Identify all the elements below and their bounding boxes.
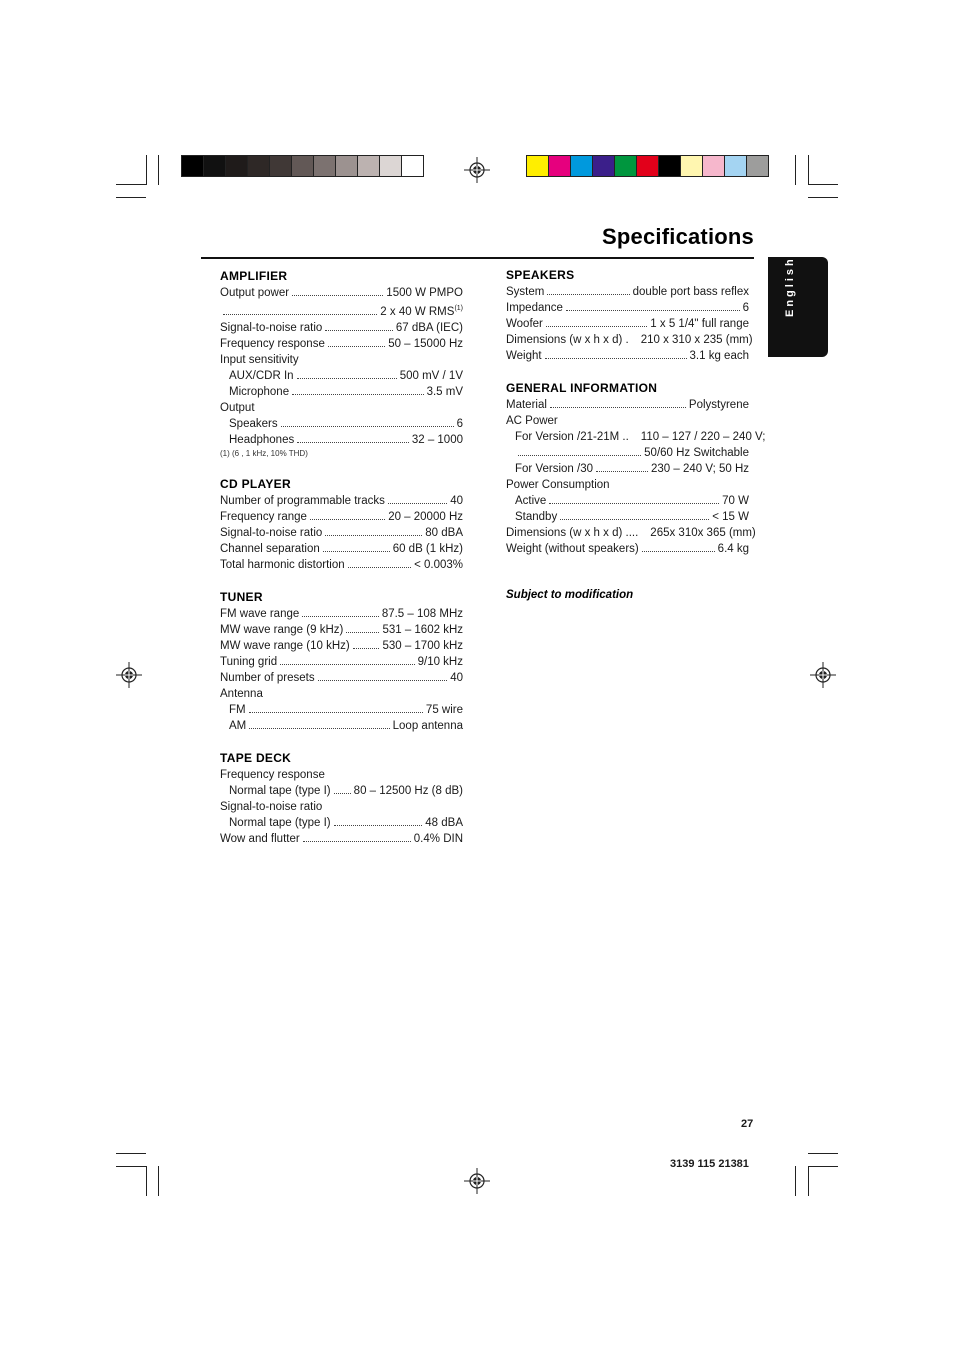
spec-value-text: 40 <box>450 494 463 507</box>
footnote: (1) (6 , 1 kHz, 10% THD) <box>220 448 308 458</box>
spec-row <box>220 831 463 847</box>
spec-value <box>393 718 463 734</box>
spec-value <box>393 541 463 557</box>
spec-value <box>641 429 766 445</box>
spec-value-text: 75 wire <box>425 703 463 716</box>
spec-value <box>650 525 755 541</box>
dot-leader <box>549 503 719 504</box>
spec-value-text: 50/60 Hz Switchable <box>644 447 749 459</box>
spec-value-text: 3.1 kg each <box>689 350 749 362</box>
dot-leader <box>353 648 380 649</box>
spec-value-text: double port bass reflex <box>632 286 749 298</box>
color-swatch <box>725 156 747 176</box>
spec-label: MW wave range (10 kHz) <box>220 639 350 652</box>
spec-value-text: 9/10 kHz <box>417 655 463 668</box>
spec-row <box>506 284 749 300</box>
crop-mark <box>116 184 146 185</box>
dot-leader <box>292 295 383 296</box>
spec-row <box>220 493 463 509</box>
spec-label: Active <box>515 495 547 507</box>
spec-section <box>506 267 753 364</box>
spec-value <box>690 348 749 364</box>
spec-label: Number of programmable tracks <box>220 494 385 507</box>
crop-mark <box>808 197 838 198</box>
color-swatch <box>248 156 270 176</box>
spec-label: Normal tape (type I) <box>229 784 331 797</box>
spec-row <box>220 718 463 734</box>
spec-label: Material <box>506 399 547 411</box>
color-swatch <box>593 156 615 176</box>
spec-label: Output power <box>220 287 290 299</box>
spec-value-text: 1 x 5 1/4" full range <box>650 318 749 330</box>
color-swatch <box>637 156 659 176</box>
color-swatch <box>358 156 380 176</box>
spec-value-text: 1500 W PMPO <box>386 287 463 299</box>
spec-row <box>220 686 463 702</box>
registration-target-icon <box>464 1168 490 1194</box>
spec-row <box>506 332 753 348</box>
dot-leader <box>642 551 715 552</box>
spec-label: Wow and flutter <box>220 832 300 845</box>
page-number: 27 <box>741 1118 754 1130</box>
dot-leader <box>249 712 423 713</box>
spec-row <box>220 767 463 783</box>
color-swatch <box>270 156 292 176</box>
spec-value <box>450 493 463 509</box>
section-heading: TAPE DECK <box>220 750 292 765</box>
spec-row <box>506 509 749 525</box>
spec-row <box>220 815 463 831</box>
spec-row <box>220 606 463 622</box>
spec-label: For Version /30 <box>515 463 593 475</box>
subject-to-modification-note: Subject to modification <box>506 589 634 601</box>
dot-leader <box>281 426 454 427</box>
color-swatch <box>226 156 248 176</box>
dot-leader <box>328 346 385 347</box>
spec-label: System <box>506 286 545 298</box>
crop-mark <box>146 155 147 185</box>
dot-leader <box>596 471 648 472</box>
dot-leader <box>547 294 629 295</box>
spec-value <box>651 461 749 477</box>
spec-label: Woofer <box>506 318 543 330</box>
spec-row <box>220 416 463 432</box>
dot-leader <box>325 330 393 331</box>
spec-label: Frequency range <box>220 510 307 523</box>
spec-value <box>426 702 463 718</box>
spec-value-text: 48 dBA <box>425 816 463 829</box>
section-heading: CD PLAYER <box>220 476 291 491</box>
spec-row <box>220 557 463 573</box>
dot-leader <box>334 793 351 794</box>
document-code: 3139 115 21381 <box>670 1158 749 1170</box>
spec-value-text: 530 – 1700 kHz <box>382 639 463 652</box>
specs-column-right <box>506 267 766 573</box>
spec-row <box>506 525 756 541</box>
page-title: Specifications <box>602 224 754 249</box>
crop-mark <box>116 197 146 198</box>
spec-row <box>506 461 749 477</box>
dot-leader <box>318 680 448 681</box>
dot-leader <box>334 825 423 826</box>
registration-target-icon <box>464 157 490 183</box>
color-swatch <box>703 156 725 176</box>
dot-leader <box>310 519 385 520</box>
crop-mark <box>158 155 159 185</box>
dot-leader <box>545 358 687 359</box>
spec-value <box>388 336 463 352</box>
dot-leader <box>292 394 423 395</box>
spec-row <box>220 783 463 799</box>
spec-section <box>506 380 766 557</box>
spec-label: Number of presets <box>220 671 315 684</box>
spec-value <box>722 493 749 509</box>
spec-value-text: 70 W <box>722 495 749 507</box>
spec-row <box>506 445 749 461</box>
spec-value <box>412 432 463 448</box>
dot-leader <box>518 455 641 456</box>
spec-row <box>506 397 749 413</box>
spec-value <box>457 416 463 432</box>
spec-label: MW wave range (9 kHz) <box>220 623 344 636</box>
spec-value-text: 67 dBA (IEC) <box>395 321 463 334</box>
spec-label: Dimensions (w x h x d) . <box>506 334 629 346</box>
color-swatch <box>549 156 571 176</box>
dot-leader <box>223 314 377 315</box>
color-swatch <box>681 156 703 176</box>
dot-leader <box>302 616 379 617</box>
spec-row <box>506 493 749 509</box>
footnote-marker: (1) <box>454 305 463 312</box>
spec-row <box>220 320 463 336</box>
spec-value-text: Polystyrene <box>688 399 749 411</box>
spec-row <box>506 541 749 557</box>
spec-row <box>220 670 463 686</box>
title-divider <box>201 257 754 259</box>
spec-label: AC Power <box>506 415 558 427</box>
spec-value <box>396 320 463 336</box>
color-swatch <box>659 156 681 176</box>
spec-label: Speakers <box>229 417 278 430</box>
spec-row <box>220 368 463 384</box>
spec-label: Frequency response <box>220 337 325 350</box>
spec-value <box>380 301 463 320</box>
spec-label: AM <box>229 719 247 732</box>
spec-label: Antenna <box>220 687 263 700</box>
spec-value-text: 20 – 20000 Hz <box>388 510 463 523</box>
spec-value <box>414 831 463 847</box>
spec-value-text: 6 <box>456 417 463 430</box>
dot-leader <box>346 632 379 633</box>
spec-row <box>220 622 463 638</box>
spec-section <box>220 750 463 847</box>
spec-row <box>506 413 749 429</box>
dot-leader <box>280 664 415 665</box>
crop-mark <box>158 1166 159 1196</box>
spec-label: Dimensions (w x h x d) .... <box>506 527 639 539</box>
spec-row <box>506 477 749 493</box>
spec-row <box>220 541 463 557</box>
spec-value <box>650 316 749 332</box>
spec-label: For Version /21-21M .. <box>515 431 629 443</box>
spec-value-text: < 0.003% <box>414 558 463 571</box>
spec-value-text: 3.5 mV <box>426 385 463 398</box>
dot-leader <box>249 728 389 729</box>
spec-value-text: 2 x 40 W RMS <box>380 305 455 318</box>
spec-row <box>506 429 766 445</box>
spec-label: Total harmonic distortion <box>220 558 345 571</box>
spec-value <box>354 783 463 799</box>
crop-mark <box>808 1153 838 1154</box>
spec-value-text: 80 dBA <box>425 526 463 539</box>
spec-label: Weight <box>506 350 542 362</box>
spec-row <box>220 285 463 301</box>
spec-row <box>220 638 463 654</box>
spec-label: Headphones <box>229 433 295 446</box>
spec-value-text: 60 dB (1 kHz) <box>392 542 463 555</box>
color-swatch <box>747 156 768 176</box>
spec-label: Normal tape (type I) <box>229 816 331 829</box>
spec-value <box>382 622 463 638</box>
spec-label: Signal-to-noise ratio <box>220 321 323 334</box>
spec-value <box>400 368 463 384</box>
spec-value-text: 87.5 – 108 MHz <box>381 607 463 620</box>
crop-mark <box>808 184 838 185</box>
spec-value <box>425 815 463 831</box>
spec-value-text: 6 <box>742 302 749 314</box>
spec-row <box>506 300 749 316</box>
spec-row <box>220 654 463 670</box>
spec-value <box>712 509 749 525</box>
color-swatch <box>292 156 314 176</box>
spec-value-text: 210 x 310 x 235 (mm) <box>640 334 753 346</box>
spec-value-text: 32 – 1000 <box>411 433 463 446</box>
crop-mark <box>146 1166 147 1196</box>
crop-mark <box>808 1166 838 1167</box>
crop-mark <box>795 155 796 185</box>
spec-value <box>633 284 749 300</box>
process-color-bar <box>526 155 769 177</box>
spec-value <box>689 397 749 413</box>
spec-value-text: 230 – 240 V; 50 Hz <box>650 463 749 475</box>
spec-label: Frequency response <box>220 768 325 781</box>
spec-row <box>220 509 463 525</box>
language-tab-label: English <box>784 256 796 317</box>
crop-mark <box>116 1166 146 1167</box>
crop-mark <box>795 1166 796 1196</box>
spec-value <box>743 300 749 316</box>
dot-leader <box>348 567 411 568</box>
spec-value-text: 265x 310x 365 (mm) <box>650 527 756 539</box>
spec-label: FM <box>229 703 246 716</box>
dot-leader <box>546 326 647 327</box>
spec-label: Standby <box>515 511 558 523</box>
spec-value-text: 50 – 15000 Hz <box>388 337 463 350</box>
dot-leader <box>550 407 686 408</box>
spec-label: Impedance <box>506 302 563 314</box>
color-swatch <box>182 156 204 176</box>
color-swatch <box>204 156 226 176</box>
dot-leader <box>297 378 397 379</box>
spec-value-text: 0.4% DIN <box>413 832 463 845</box>
spec-value-text: < 15 W <box>712 511 749 523</box>
crop-mark <box>116 1153 146 1154</box>
spec-value <box>382 606 463 622</box>
color-swatch <box>615 156 637 176</box>
spec-row <box>220 352 463 368</box>
spec-label: Output <box>220 401 255 414</box>
spec-section <box>220 268 463 460</box>
section-heading: AMPLIFIER <box>220 269 288 283</box>
spec-value <box>414 557 463 573</box>
spec-value <box>644 445 749 461</box>
spec-row <box>220 432 463 448</box>
spec-label: Power Consumption <box>506 479 610 491</box>
spec-value <box>718 541 749 557</box>
spec-value <box>641 332 753 348</box>
spec-label: Signal-to-noise ratio <box>220 800 323 813</box>
spec-row <box>506 348 749 364</box>
dot-leader <box>388 503 447 504</box>
spec-row <box>220 400 463 416</box>
spec-label: Channel separation <box>220 542 320 555</box>
spec-row <box>220 301 463 320</box>
spec-row <box>220 702 463 718</box>
spec-value <box>386 285 463 301</box>
registration-target-icon <box>116 662 142 688</box>
color-swatch <box>571 156 593 176</box>
section-heading: GENERAL INFORMATION <box>506 381 658 395</box>
spec-section <box>220 589 463 734</box>
specs-column-left <box>220 268 463 863</box>
gray-color-bar <box>181 155 424 177</box>
spec-label: Signal-to-noise ratio <box>220 526 323 539</box>
spec-label: AUX/CDR In <box>229 369 294 382</box>
spec-value-text: Loop antenna <box>392 719 463 732</box>
dot-leader <box>303 841 411 842</box>
spec-value-text: 80 – 12500 Hz (8 dB) <box>353 784 463 797</box>
color-swatch <box>402 156 423 176</box>
spec-value <box>418 654 463 670</box>
color-swatch <box>380 156 402 176</box>
spec-value-text: 531 – 1602 kHz <box>382 623 463 636</box>
dot-leader <box>297 442 409 443</box>
spec-value-text: 110 – 127 / 220 – 240 V; <box>640 431 766 443</box>
spec-value <box>388 509 463 525</box>
dot-leader <box>566 310 740 311</box>
spec-value <box>425 525 463 541</box>
spec-label: Microphone <box>229 385 290 398</box>
dot-leader <box>323 551 390 552</box>
spec-row <box>506 316 749 332</box>
spec-value-text: 6.4 kg <box>717 543 749 555</box>
language-tab <box>768 257 828 357</box>
spec-row <box>220 799 463 815</box>
spec-label: Weight (without speakers) <box>506 543 639 555</box>
spec-value <box>382 638 463 654</box>
spec-value-text: 40 <box>450 671 463 684</box>
spec-row <box>220 525 463 541</box>
dot-leader <box>325 535 422 536</box>
color-swatch <box>527 156 549 176</box>
section-heading: SPEAKERS <box>506 268 575 282</box>
spec-label: FM wave range <box>220 607 300 620</box>
color-swatch <box>336 156 358 176</box>
spec-value <box>427 384 463 400</box>
dot-leader <box>560 519 709 520</box>
spec-label: Input sensitivity <box>220 353 299 366</box>
section-heading: TUNER <box>220 589 263 604</box>
spec-value-text: 500 mV / 1V <box>399 369 463 382</box>
registration-target-icon <box>810 662 836 688</box>
spec-label: Tuning grid <box>220 655 278 668</box>
spec-section <box>220 476 463 573</box>
spec-value <box>450 670 463 686</box>
crop-mark <box>808 155 809 185</box>
color-swatch <box>314 156 336 176</box>
spec-row <box>220 336 463 352</box>
spec-row <box>220 384 463 400</box>
crop-mark <box>808 1166 809 1196</box>
